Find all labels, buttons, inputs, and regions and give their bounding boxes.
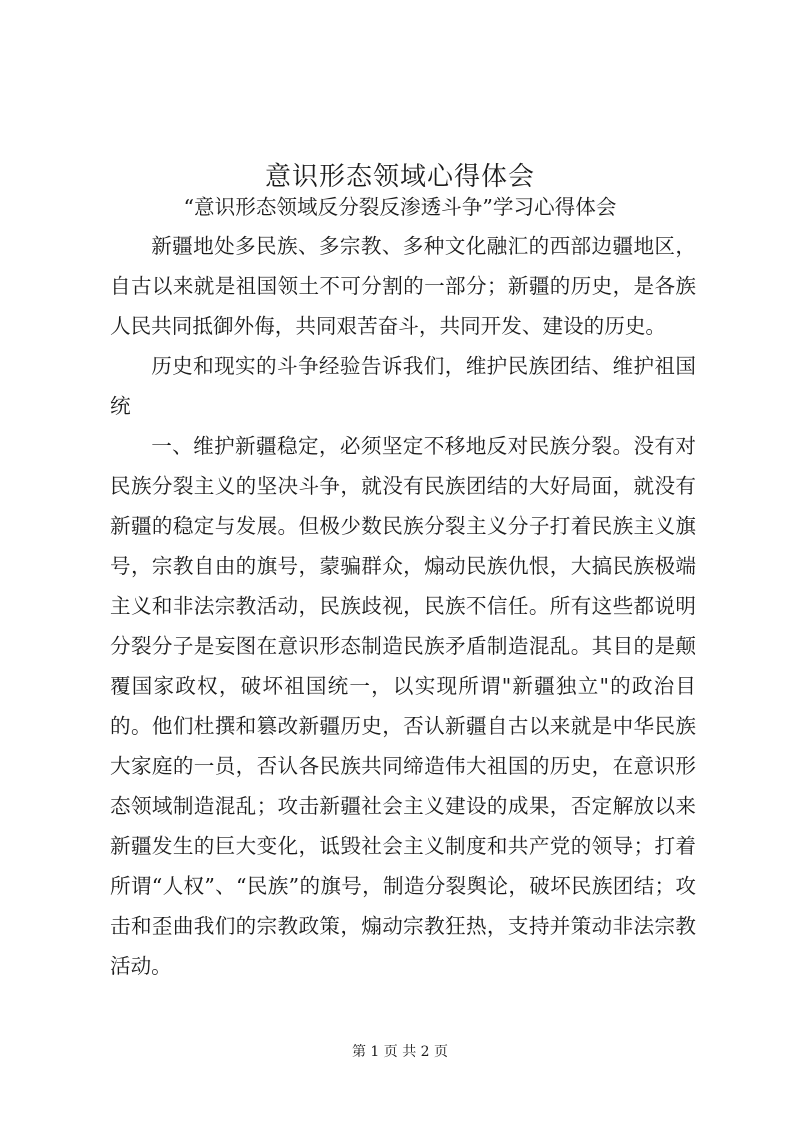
page-footer: 第 1 页 共 2 页 [351, 1044, 449, 1060]
paragraph-3-block [110, 426, 696, 986]
paragraph-1-block [110, 226, 696, 346]
document-title: 意识形态领域心得体会 [264, 162, 535, 193]
body-paragraph: 新疆地处多民族、多宗教、多种文化融汇的西部边疆地区，自古以来就是祖国领土不可分割的一部分；新疆的历史，是各族人民共同抵御外侮，共同艰苦奋斗，共同开发、建设的历史。 [110, 234, 696, 338]
body-paragraph: 一、维护新疆稳定，必须坚定不移地反对民族分裂。没有对民族分裂主义的坚决斗争，就没有民族团结的大好局面，就没有新疆的稳定与发展。但极少数民族分裂主义分子打着民族主义旗号，宗教自由的旗号，蒙骗群众，煽动民族仇恨，大搞民族极端主义和非法宗教活动，民族歧视，民族不信任。所有这些都说明分裂分子是妄图在意识形态制造民族矛盾制造混乱。其目的是颠覆国家政权，破坏祖国统一，以实现所谓"新疆独立"的政治目的。他们杜撰和篡改新疆历史，否认新疆自古以来就是中华民族大家庭的一员，否认各民族共同缔造伟大祖国的历史，在意识形态领域制造混乱；攻击新疆社会主义建设的成果，否定解放以来新疆发生的巨大变化，诋毁社会主义制度和共产党的领导；打着所谓“人权”、“民族”的旗号，制造分裂舆论，破坏民族团结；攻击和歪曲我们的宗教政策，煽动宗教狂热，支持并策动非法宗教活动。 [110, 434, 696, 978]
body-paragraph: 历史和现实的斗争经验告诉我们，维护民族团结、维护祖国统 [110, 354, 696, 418]
document-subtitle: “意识形态领域反分裂反渗透斗争”学习心得体会 [183, 195, 617, 219]
paragraph-2-block [110, 346, 696, 426]
